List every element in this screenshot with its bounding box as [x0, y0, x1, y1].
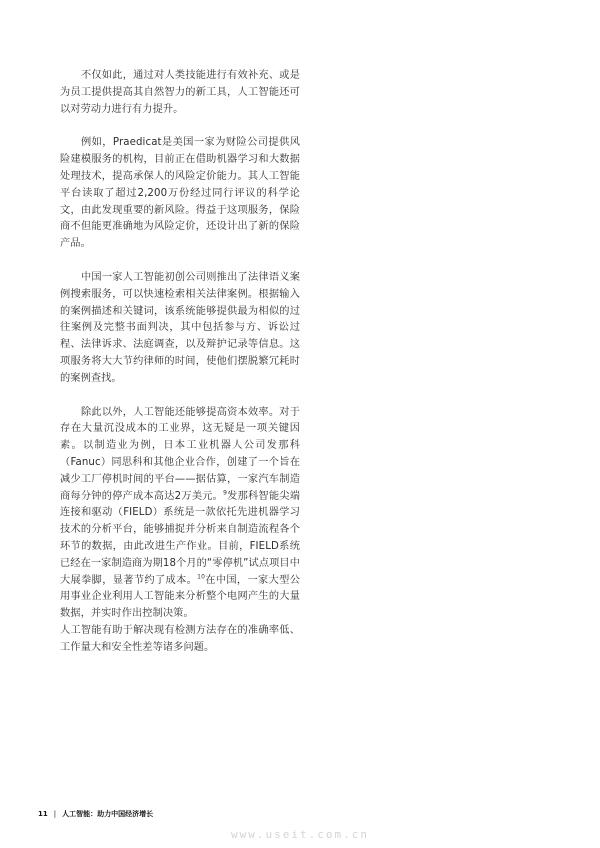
paragraph-capital-efficiency — [60, 405, 300, 623]
paragraph-detection: 人工智能有助于解决现有检测方法存在的准确率低、工作量大和安全性差等诸多问题。 — [60, 624, 300, 653]
footer-title: 人工智能：助力中国经济增长 — [62, 810, 154, 818]
watermark: www.useit.com.cn — [231, 828, 369, 841]
paragraph-legal-search: 中国一家人工智能初创公司则推出了法律语义案例搜索服务，可以快速检索相关法律案例。根据输入的案例描述和关键词，该系统能够提供最为相似的过往案例及完整书面判决，其中包括参与方、诉讼过程、法律诉求、法庭调查，以及辩护记录等信息。这项服务将大大节约律师的时间，使他们摆脱繁冗耗时的案例查找。 — [60, 271, 300, 384]
footnote-ref-10[interactable]: 10 — [197, 573, 206, 581]
capital-efficiency-text-c: 在中国，一家大型公用事业企业利用人工智能来分析整个电网产生的大量数据，并实时作出控制决策。 — [60, 574, 300, 620]
page-footer — [38, 809, 153, 819]
paragraph-workforce: 不仅如此，通过对人类技能进行有效补充、或是为员工提供提高其自然智力的新工具，人工智能还可以对劳动力进行有力提升。 — [60, 70, 300, 115]
article-body — [60, 68, 300, 657]
capital-efficiency-text-b: 发那科智能尖端连接和驱动（FIELD）系统是一款依托先进机器学习技术的分析平台，能够捕捉并分析来自制造流程各个环节的数据，由此改进生产作业。目前，FIELD系统已经在一家制造商为期18个月的“零停机”试点项目中大展拳脚，显著节约了成本。 — [60, 490, 300, 586]
footnote-ref-9[interactable]: 9 — [223, 489, 228, 497]
paragraph-praedicat: 例如，Praedicat是美国一家为财险公司提供风险建模服务的机构，目前正在借助机器学习和大数据处理技术，提高承保人的风险定价能力。其人工智能平台读取了超过2,200万份经过同行评议的科学论文，由此发现重要的新风险。得益于这项服务，保险商不但能更准确地为风险定价，还设计出了新的保险产品。 — [60, 137, 300, 250]
page-number: 11 — [38, 810, 48, 818]
capital-efficiency-text-a: 除此以外，人工智能还能够提高资本效率。对于存在大量沉没成本的工业界，这无疑是一项关键因素。以制造业为例，日本工业机器人公司发那科（Fanuc）同思科和其他企业合作，创建了一个旨在减少工厂停机时间的平台——据估算，一家汽车制造商每分钟的停产成本高达2万美元。 — [60, 406, 300, 502]
footer-separator: | — [53, 810, 57, 818]
